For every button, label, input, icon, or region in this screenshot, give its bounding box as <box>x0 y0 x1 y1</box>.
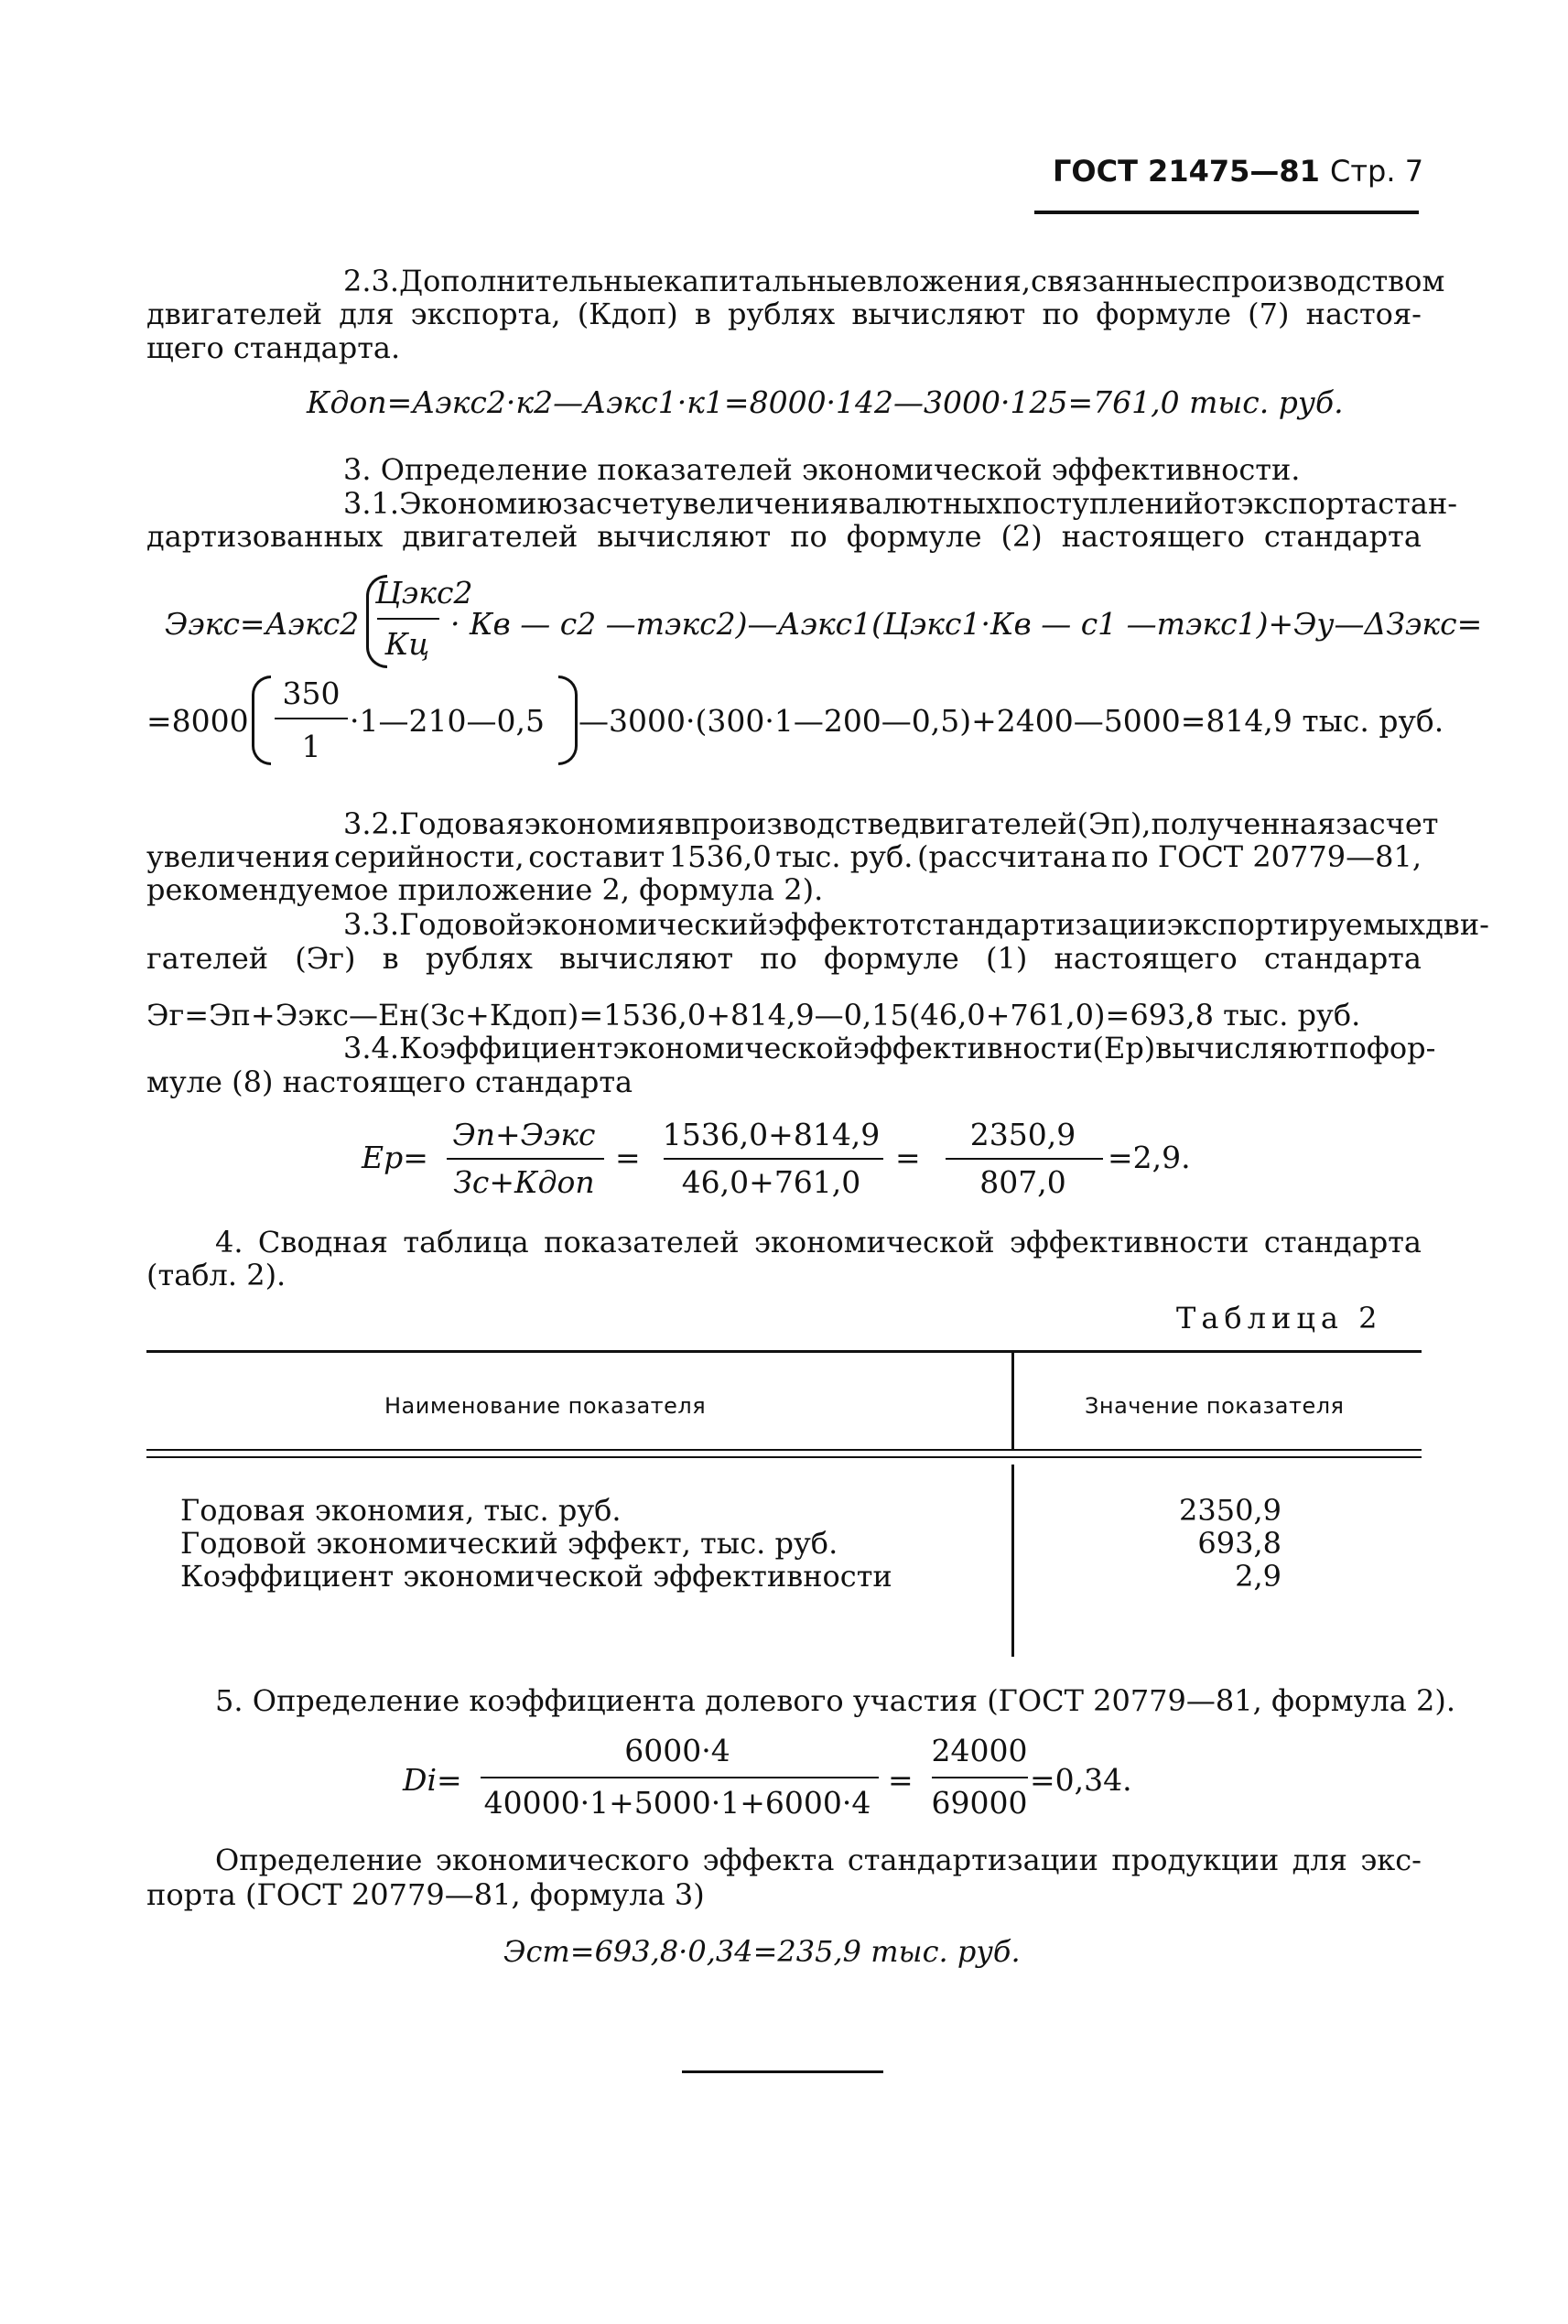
word: Дополнительные <box>399 264 665 298</box>
word: (1) <box>986 941 1028 976</box>
word: настоя- <box>1305 297 1422 331</box>
f5-lhs: Di= <box>403 1762 462 1798</box>
word: Годовой <box>399 907 526 942</box>
table-header-value: Значение показателя <box>1085 1393 1345 1419</box>
word: серийности, <box>333 839 524 874</box>
table-row <box>180 1525 995 1562</box>
word: полученная <box>1151 806 1336 841</box>
p34-line1 <box>343 1030 1436 1066</box>
word: с <box>1195 264 1212 298</box>
word: Определение <box>215 1843 423 1877</box>
word: экономия <box>524 806 675 841</box>
word: валютных <box>849 486 1002 521</box>
word: 2.3. <box>343 264 400 298</box>
word: эффекта <box>702 1843 835 1877</box>
table-cell-value: 2,9 <box>1235 1559 1281 1594</box>
word: стандартизации <box>847 1843 1098 1877</box>
word: увеличения <box>665 486 849 521</box>
f34-bar1 <box>447 1158 604 1160</box>
word: эффективности <box>852 1031 1093 1065</box>
s5-para-line1 <box>215 1842 1422 1878</box>
word: производством <box>1211 264 1445 298</box>
word: счет <box>1368 806 1439 841</box>
word: от <box>881 907 916 942</box>
word: фор- <box>1366 1031 1436 1065</box>
word: по <box>1329 1031 1367 1065</box>
word: таблица <box>403 1225 529 1259</box>
word: эффективности <box>1009 1225 1249 1259</box>
word: Годовая <box>399 806 524 841</box>
word: дви- <box>1425 907 1489 942</box>
table-row <box>180 1492 995 1529</box>
word: (Кдоп) <box>577 297 678 331</box>
f5-den: 40000·1+5000·1+6000·4 <box>483 1785 871 1821</box>
word: в <box>674 806 691 841</box>
header-rule <box>1034 211 1419 214</box>
word: стандарта <box>1263 519 1422 554</box>
word: экс- <box>1360 1843 1422 1877</box>
word: 3.1. <box>343 486 400 521</box>
word: счет <box>596 486 665 521</box>
p23-line2 <box>146 296 1422 332</box>
table-row <box>180 1558 995 1594</box>
f34-num1: Эп+Ээкс <box>452 1117 596 1152</box>
section3-title: 3. Определение показателей экономической эффективности. <box>343 452 1301 487</box>
p23-line3: щего стандарта. <box>146 330 401 365</box>
f31b-den: 1 <box>301 729 321 764</box>
table-cell-name: Годовой экономический эффект, тыс. руб. <box>180 1526 838 1561</box>
word: Коэффициент <box>399 1031 613 1065</box>
f34-lhs: Ер= <box>362 1140 428 1175</box>
end-rule <box>682 2070 883 2073</box>
f5-num: 6000·4 <box>624 1733 730 1768</box>
p31-line1 <box>343 485 1458 522</box>
word: Сводная <box>257 1225 388 1259</box>
p33-line2 <box>146 940 1422 977</box>
f31b-rest: ·1—210—0,5 <box>350 703 545 739</box>
s5-para-line2: порта (ГОСТ 20779—81, формула 3) <box>146 1877 705 1912</box>
f31b-fraction-bar <box>275 718 348 719</box>
f31-num: Цэкс2 <box>375 575 473 611</box>
word: вычисляют <box>597 519 772 554</box>
word: составит <box>528 839 665 874</box>
word: вычисляют <box>851 297 1026 331</box>
formula-eg: Эг=Эп+Ээкс—Ен(Зс+Кдоп)=1536,0+814,9—0,15(46,0+761,0)=693,8 тыс. руб. <box>146 998 1361 1032</box>
s4-line1 <box>215 1224 1422 1260</box>
f31-den: Кц <box>384 626 430 662</box>
f31-fraction-bar <box>377 618 439 620</box>
word: Экономию <box>399 486 563 521</box>
word: показателей <box>544 1225 740 1259</box>
word: (рассчитана <box>917 839 1108 874</box>
f34-eq2: = <box>895 1140 921 1175</box>
f34-den1: Зс+Кдоп <box>453 1164 595 1200</box>
f34-num3: 2350,9 <box>969 1117 1076 1152</box>
f31b-eq: =8000 <box>146 703 249 739</box>
f34-num2: 1536,0+814,9 <box>662 1117 881 1152</box>
table-top-rule <box>146 1350 1422 1353</box>
word: настоящего <box>1061 519 1245 554</box>
table-header-name: Наименование показателя <box>384 1393 707 1419</box>
table-cell-name: Годовая экономия, тыс. руб. <box>180 1493 622 1528</box>
word: 3.4. <box>343 1031 400 1065</box>
word: формуле <box>846 519 982 554</box>
table-cell-value: 2350,9 <box>1179 1493 1281 1528</box>
word: стандартизации <box>915 907 1167 942</box>
word: рублях <box>728 297 836 331</box>
table-col-divider-body <box>1011 1465 1014 1657</box>
f34-den2: 46,0+761,0 <box>681 1164 861 1200</box>
word: по <box>760 941 797 976</box>
word: (Эг) <box>295 941 356 976</box>
word: экономического <box>435 1843 690 1877</box>
table-header-rule-2 <box>146 1456 1422 1458</box>
word: стан- <box>1378 486 1458 521</box>
word: эффект <box>767 907 882 942</box>
word: по <box>790 519 827 554</box>
word: по <box>1042 297 1080 331</box>
word: (Эп), <box>1076 806 1152 841</box>
word: экспорта <box>1237 486 1379 521</box>
word: экономической <box>612 1031 853 1065</box>
formula-est: Эст=693,8·0,34=235,9 тыс. руб. <box>503 1934 1021 1969</box>
word: (2) <box>1000 519 1043 554</box>
word: связанные <box>1031 264 1195 298</box>
word: настоящего <box>1054 941 1238 976</box>
word: 3.2. <box>343 806 400 841</box>
word: производстве <box>690 806 902 841</box>
word: за <box>1336 806 1369 841</box>
p31-line2 <box>146 518 1422 555</box>
table-header-rule-1 <box>146 1449 1422 1451</box>
f5-eq: = <box>888 1762 914 1798</box>
word: вычисляют <box>559 941 734 976</box>
word: формуле <box>1096 297 1231 331</box>
f34-result: =2,9. <box>1108 1140 1191 1175</box>
word: 1536,0 <box>668 839 772 874</box>
word: капитальные <box>664 264 868 298</box>
table-cell-name: Коэффициент экономической эффективности <box>180 1559 892 1594</box>
word: гателей <box>146 941 269 976</box>
word: продукции <box>1111 1843 1280 1877</box>
p23-line1 <box>343 263 1445 299</box>
word: стандарта <box>1263 1225 1422 1259</box>
section5-title: 5. Определение коэффициента долевого участия (ГОСТ 20779—81, формула 2). <box>215 1683 1456 1718</box>
word: в <box>382 941 399 976</box>
p34-line2: муле (8) настоящего стандарта <box>146 1065 633 1099</box>
word: за <box>562 486 597 521</box>
p33-line1 <box>343 906 1489 943</box>
word: экономической <box>753 1225 995 1259</box>
f31-lhs: Ээкс=Аэкс2 <box>165 606 360 642</box>
table-title: Таблица 2 <box>1176 1301 1383 1335</box>
word: (Ер) <box>1092 1031 1156 1065</box>
word: двигателей <box>901 806 1077 841</box>
word: экспорта, <box>410 297 561 331</box>
table-col-divider <box>1011 1353 1014 1450</box>
word: 4. <box>215 1225 243 1259</box>
word: вложения, <box>867 264 1032 298</box>
table-cell-value: 693,8 <box>1197 1526 1281 1561</box>
page-number: Стр. 7 <box>1330 154 1424 189</box>
formula-kdop: Кдоп=Аэкс2·к2—Аэкс1·к1=8000·142—3000·125=761,0 тыс. руб. <box>307 384 1344 420</box>
f31b-paren-left <box>252 676 271 765</box>
f34-eq1: = <box>615 1140 641 1175</box>
word: вычисляют <box>1155 1031 1330 1065</box>
word: поступлений <box>1001 486 1204 521</box>
word: рублях <box>425 941 533 976</box>
p32-line3: рекомендуемое приложение 2, формула 2). <box>146 872 824 907</box>
f31b-num: 350 <box>282 676 341 711</box>
word: тыс. руб. <box>775 839 914 874</box>
word: 3.3. <box>343 907 400 942</box>
word: по ГОСТ 20779—81, <box>1111 839 1422 874</box>
word: увеличения <box>146 839 330 874</box>
word: экономический <box>525 907 768 942</box>
s4-line2: (табл. 2). <box>146 1258 287 1292</box>
f31-rest: · Кв — с2 —тэкс2)—Аэкс1(Цэкс1·Кв — с1 —тэкс1)+Эу—ΔЗэкс= <box>450 606 1483 642</box>
word: двигателей <box>402 519 579 554</box>
f31b-paren-right <box>558 676 578 765</box>
f34-bar3 <box>946 1158 1103 1160</box>
word: для <box>339 297 395 331</box>
f34-den3: 807,0 <box>979 1164 1066 1200</box>
gost-code: ГОСТ 21475—81 <box>1053 154 1320 189</box>
word: (7) <box>1248 297 1290 331</box>
word: стандарта <box>1263 941 1422 976</box>
f5-num2: 24000 <box>931 1733 1028 1768</box>
word: дартизованных <box>146 519 384 554</box>
f5-bar2 <box>932 1777 1028 1778</box>
word: двигателей <box>146 297 323 331</box>
page-header <box>1053 154 1423 189</box>
f31b-tail: —3000·(300·1—200—0,5)+2400—5000=814,9 тыс. руб. <box>579 703 1444 739</box>
p32-line2 <box>146 838 1422 875</box>
f5-result: =0,34. <box>1030 1762 1132 1798</box>
word: в <box>694 297 711 331</box>
f5-den2: 69000 <box>931 1785 1028 1821</box>
word: формуле <box>824 941 959 976</box>
f5-bar <box>481 1777 879 1778</box>
p32-line1 <box>343 805 1439 842</box>
word: от <box>1203 486 1238 521</box>
word: для <box>1292 1843 1347 1877</box>
word: экспортируемых <box>1166 907 1426 942</box>
f34-bar2 <box>664 1158 883 1160</box>
